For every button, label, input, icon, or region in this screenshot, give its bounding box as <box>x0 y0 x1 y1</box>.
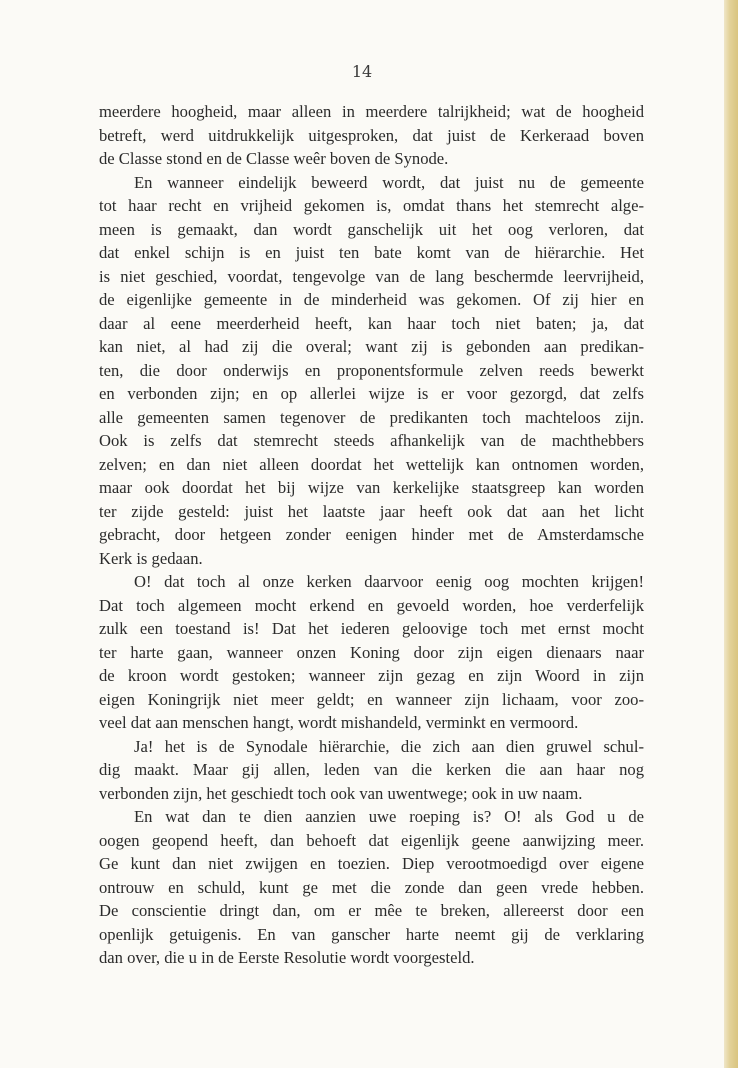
text-line: eigen Koningrijk niet meer geldt; en wanneer zijn lichaam, voor zoo- <box>99 689 644 709</box>
text-line: dan over, die u in de Eerste Resolutie wordt voorgesteld. <box>99 948 475 967</box>
text-line: en verbonden zijn; en op allerlei wijze is er voor gezorgd, dat zelfs <box>99 384 644 403</box>
text-line: ontrouw en schuld, kunt ge met die zonde dan geen vrede hebben. <box>99 877 644 897</box>
text-line: verbonden zijn, het geschiedt toch ook van uwentwege; ook in uw naam. <box>99 783 583 803</box>
text-line: de kroon wordt gestoken; wanneer zijn gezag en zijn Woord in zijn <box>99 666 644 685</box>
body-text <box>99 100 644 970</box>
text-line: kan niet, al had zij die overal; want zij is gebonden aan predikan- <box>99 337 644 356</box>
page-number: 14 <box>351 62 373 81</box>
text-line: Kerk is gedaan. <box>99 548 203 568</box>
text-line: oogen geopend heeft, dan behoeft dat eigenlijk geene aanwijzing meer. <box>99 830 644 850</box>
text-line: En wat dan te dien aanzien uwe roeping is? O! als God u de <box>134 807 644 826</box>
paragraph <box>99 805 644 970</box>
text-line: De conscientie dringt dan, om er mêe te breken, allereerst door een <box>99 901 644 920</box>
paragraph <box>99 100 644 171</box>
text-line: zelven; en dan niet alleen doordat het wettelijk kan ontnomen worden, <box>99 454 644 474</box>
text-line: alle gemeenten samen tegenover de predikanten toch machteloos zijn. <box>99 407 644 427</box>
text-line: tot haar recht en vrijheid gekomen is, omdat thans het stemrecht alge- <box>99 196 644 215</box>
text-line: ter zijde gesteld: juist het laatste jaar heeft ook dat aan het licht <box>99 501 644 521</box>
text-line: dat enkel schijn is en juist ten bate komt van de hiërarchie. Het <box>99 243 644 262</box>
text-line: gebracht, door hetgeen zonder eenigen hinder met de Amsterdamsche <box>99 525 644 544</box>
text-line: veel dat aan menschen hangt, wordt mishandeld, verminkt en vermoord. <box>99 713 579 732</box>
text-line: maar ook doordat het bij wijze van kerkelijke staatsgreep kan worden <box>99 478 644 497</box>
text-line: Ja! het is de Synodale hiërarchie, die zich aan dien gruwel schul- <box>134 736 644 756</box>
paragraph <box>99 735 644 806</box>
text-line: is niet geschied, voordat, tengevolge van de lang beschermde leervrijheid, <box>99 266 644 286</box>
text-line: Ge kunt dan niet zwijgen en toezien. Diep verootmoedigd over eigene <box>99 854 644 873</box>
text-line: de Classe stond en de Classe weêr boven de Synode. <box>99 149 449 168</box>
text-line: dig maakt. Maar gij allen, leden van die kerken die aan haar nog <box>99 760 644 779</box>
text-line: ten, die door onderwijs en proponentsformule zelven reeds bewerkt <box>99 360 644 380</box>
text-line: O! dat toch al onze kerken daarvoor eenig oog mochten krijgen! <box>134 572 644 591</box>
text-line: meerdere hoogheid, maar alleen in meerdere talrijkheid; wat de hoogheid <box>99 102 644 121</box>
text-line: meen is gemaakt, dan wordt ganschelijk uit het oog verloren, dat <box>99 219 644 239</box>
text-line: Dat toch algemeen mocht erkend en gevoeld worden, hoe verderfelijk <box>99 595 644 615</box>
text-line: openlijk getuigenis. En van ganscher harte neemt gij de verklaring <box>99 924 644 944</box>
paragraph <box>99 171 644 571</box>
text-line: zulk een toestand is! Dat het iederen geloovige toch met ernst mocht <box>99 619 644 638</box>
paragraph <box>99 570 644 735</box>
page-edge <box>724 0 738 1068</box>
text-line: Ook is zelfs dat stemrecht steeds afhankelijk van de machthebbers <box>99 431 644 450</box>
text-line: daar al eene meerderheid heeft, kan haar toch niet baten; ja, dat <box>99 313 644 333</box>
text-line: En wanneer eindelijk beweerd wordt, dat juist nu de gemeente <box>134 172 644 192</box>
text-line: ter harte gaan, wanneer onzen Koning door zijn eigen dienaars naar <box>99 642 644 662</box>
text-line: de eigenlijke gemeente in de minderheid was gekomen. Of zij hier en <box>99 290 644 309</box>
text-line: betreft, werd uitdrukkelijk uitgesproken, dat juist de Kerkeraad boven <box>99 125 644 145</box>
